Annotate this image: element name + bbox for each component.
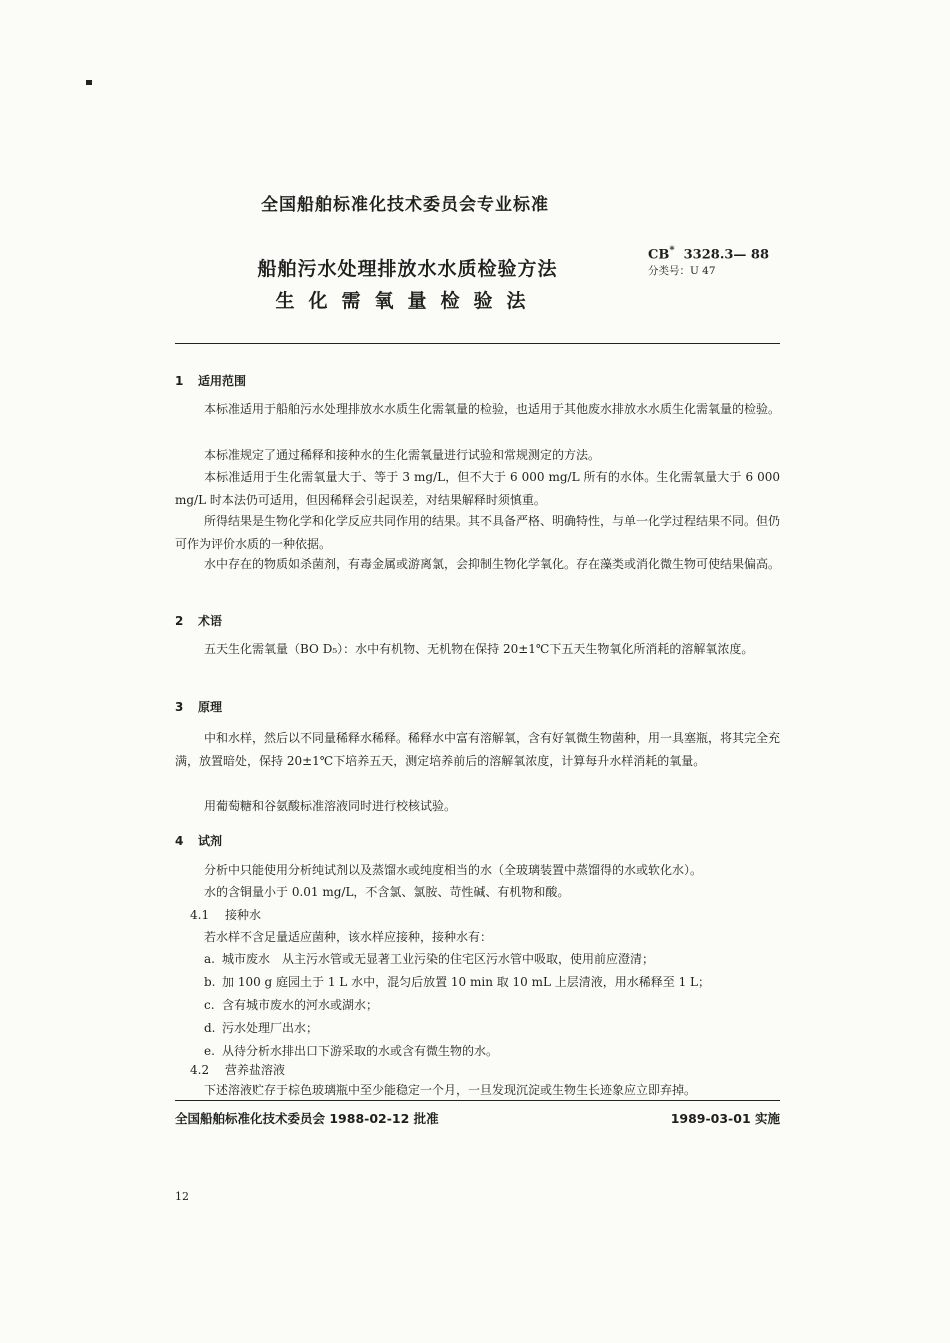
list-item [204, 994, 780, 1017]
implementation-date: 1989-03-01 实施 [670, 1111, 780, 1126]
subsection-title: 营养盐溶液 [225, 1063, 286, 1077]
section-1-paragraph: 本标准适用于生化需氧量大于、等于 3 mg/L，但不大于 6 000 mg/L 所有的水体。生化需氧量大于 6 000 mg/L 时本法仍可适用，但因稀释会引起误差，对结果解释时须慎重。 [175, 470, 780, 507]
subsection-4-2-heading [190, 1061, 285, 1078]
section-3-heading [175, 698, 222, 715]
list-text: 含有城市废水的河水或湖水； [222, 998, 379, 1012]
section-title: 术语 [198, 614, 223, 628]
section-title: 适用范围 [198, 374, 247, 388]
list-marker: d. [204, 1021, 216, 1035]
section-title: 试剂 [198, 834, 223, 848]
section-title: 原理 [198, 700, 223, 714]
standard-prefix: CB [648, 247, 670, 263]
section-1-paragraph: 所得结果是生物化学和化学反应共同作用的结果。其不具备严格、明确特性，与单一化学过程结果不同。但仍可作为评价水质的一种依据。 [175, 514, 781, 551]
section-4-paragraph: 水的含铜量小于 0.01 mg/L，不含氯、氯胺、苛性碱、有机物和酸。 [204, 885, 570, 899]
section-2-heading [175, 612, 222, 629]
list-marker: a. [204, 952, 215, 966]
approval-line: 全国船舶标准化技术委员会 1988-02-12 批准 [175, 1111, 439, 1126]
section-1-paragraph: 本标准适用于船舶污水处理排放水水质生化需氧量的检验，也适用于其他废水排放水水质生化需氧量的检验。 [204, 402, 781, 416]
footer-divider [175, 1100, 780, 1101]
list-text: 城市废水 从主污水管或无显著工业污染的住宅区污水管中吸取，使用前应澄清； [222, 952, 655, 966]
list-marker: b. [204, 975, 216, 989]
inoculum-list [204, 948, 780, 1063]
standard-number [648, 245, 769, 262]
list-marker: c. [204, 998, 215, 1012]
section-3-paragraph: 用葡萄糖和谷氨酸标准溶液同时进行校核试验。 [204, 799, 457, 813]
list-item [204, 948, 780, 971]
standard-star: * [669, 245, 675, 256]
section-number: 2 [175, 614, 184, 628]
header-divider [175, 343, 780, 344]
section-1-paragraph: 本标准规定了通过稀释和接种水的生化需氧量进行试验和常规测定的方法。 [204, 448, 601, 462]
subsection-4-1-intro: 若水样不含足量适应菌种，该水样应接种，接种水有： [204, 930, 493, 944]
list-text: 污水处理厂出水； [222, 1021, 319, 1035]
list-marker: e. [204, 1044, 215, 1058]
subsection-title: 接种水 [225, 908, 262, 922]
list-item [204, 1040, 780, 1063]
standard-code: 3328.3— 88 [683, 247, 770, 263]
section-4-heading [175, 832, 222, 849]
section-number: 4 [175, 834, 184, 848]
scan-corner-mark [86, 80, 92, 85]
subsection-4-1-heading [190, 906, 261, 923]
organization-header: 全国船舶标准化技术委员会专业标准 [261, 195, 549, 215]
list-item [204, 1017, 780, 1040]
list-text: 从待分析水排出口下游采取的水或含有微生物的水。 [222, 1044, 499, 1058]
section-1-heading [175, 372, 246, 389]
section-4-paragraph: 分析中只能使用分析纯试剂以及蒸馏水或纯度相当的水（全玻璃装置中蒸馏得的水或软化水）。 [204, 863, 703, 877]
section-3-paragraph: 中和水样，然后以不同量稀释水稀释。稀释水中富有溶解氧，含有好氧微生物菌种，用一具塞瓶，将其完全充满，放置暗处，保持 20±1℃下培养五天，测定培养前后的溶解氧浓度，计算每升水样消耗的氧量。 [175, 731, 781, 768]
document-title: 船舶污水处理排放水水质检验方法 [257, 258, 558, 280]
subsection-number: 4.2 [190, 1063, 210, 1077]
document-subtitle: 生化需氧量检验法 [275, 290, 540, 312]
section-number: 1 [175, 374, 184, 388]
subsection-number: 4.1 [190, 908, 210, 922]
list-text: 加 100 g 庭园土于 1 L 水中，混匀后放置 10 min 取 10 mL 上层清液，用水稀释至 1 L； [222, 975, 711, 989]
subsection-4-2-text: 下述溶液贮存于棕色玻璃瓶中至少能稳定一个月，一旦发现沉淀或生物生长迹象应立即弃掉。 [204, 1083, 697, 1097]
page-number: 12 [175, 1190, 189, 1203]
section-1-paragraph: 水中存在的物质如杀菌剂，有毒金属或游离氯，会抑制生物化学氧化。存在藻类或消化微生物可使结果偏高。 [204, 557, 781, 571]
section-2-paragraph: 五天生化需氧量（BO D₅）：水中有机物、无机物在保持 20±1℃下五天生物氧化所消耗的溶解氧浓度。 [204, 642, 754, 656]
list-item [204, 971, 780, 994]
section-number: 3 [175, 700, 184, 714]
classification-code: 分类号：U 47 [648, 265, 716, 277]
